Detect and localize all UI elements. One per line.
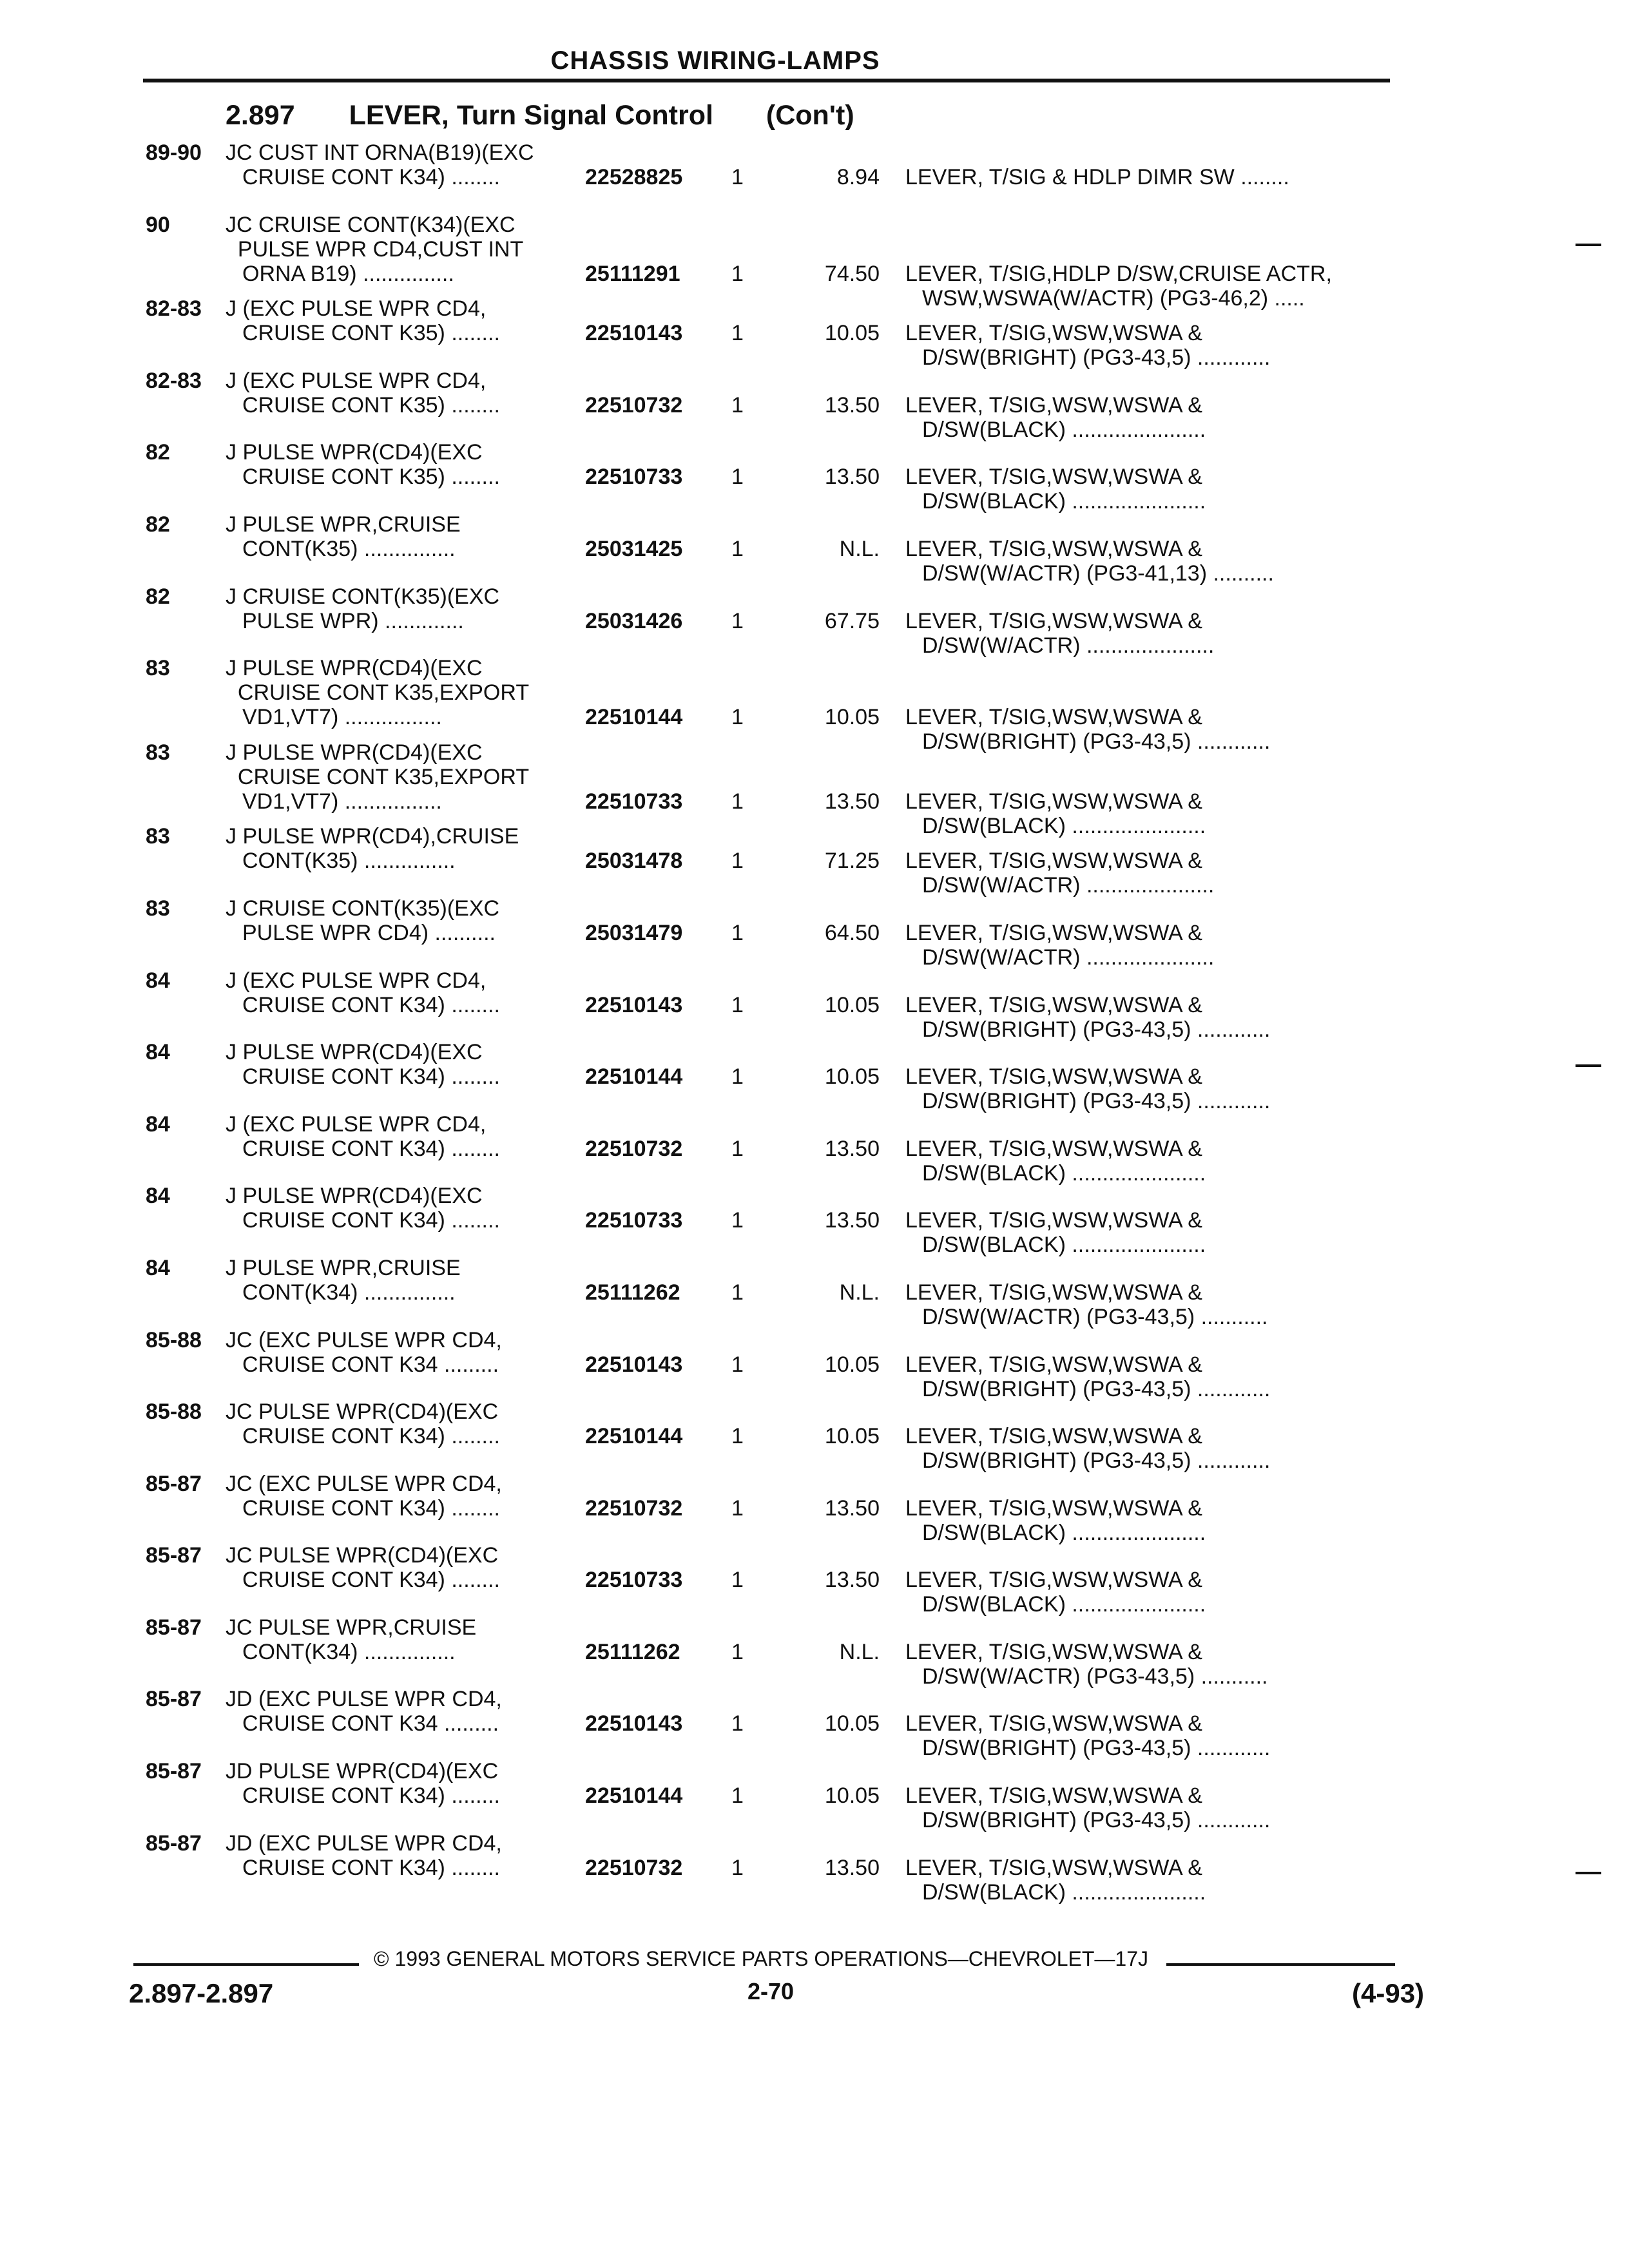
application-description <box>226 1759 586 1808</box>
quantity: 1 <box>731 1280 744 1305</box>
parts-list-entry <box>0 656 1629 754</box>
quantity: 1 <box>731 321 744 346</box>
part-number: 25031479 <box>585 920 683 945</box>
part-description <box>905 1783 1395 1832</box>
application-line: CONT(K34) ............... <box>242 1639 456 1664</box>
price: 10.05 <box>824 1711 880 1736</box>
part-description-line: D/SW(BLACK) ...................... <box>922 813 1206 838</box>
application-line: J PULSE WPR(CD4),CRUISE <box>226 824 519 849</box>
application-line: JC PULSE WPR(CD4)(EXC <box>226 1543 499 1568</box>
part-description-line: D/SW(W/ACTR) (PG3-41,13) .......... <box>922 561 1274 586</box>
margin-mark <box>1576 244 1601 246</box>
model-year: 82-83 <box>146 296 202 322</box>
part-description-line: LEVER, T/SIG,WSW,WSWA & <box>905 1352 1202 1377</box>
part-description <box>905 465 1395 514</box>
model-year: 89-90 <box>146 140 202 165</box>
model-year: 82 <box>146 512 170 537</box>
parts-list-entry <box>0 1759 1629 1831</box>
parts-list-entry <box>0 140 1629 213</box>
part-description-line: LEVER, T/SIG,WSW,WSWA & <box>905 1208 1202 1233</box>
part-description-line: D/SW(BLACK) ...................... <box>922 1160 1206 1186</box>
price: 13.50 <box>824 1855 880 1880</box>
application-line: JC (EXC PULSE WPR CD4, <box>226 1327 502 1352</box>
footer-date: (4-93) <box>1352 1978 1425 2008</box>
price: 13.50 <box>824 1568 880 1593</box>
part-number: 22510143 <box>585 992 683 1017</box>
application-line: PULSE WPR CD4) .......... <box>242 920 496 945</box>
application-description <box>226 1687 586 1736</box>
part-description-line: D/SW(BRIGHT) (PG3-43,5) ............ <box>922 1808 1271 1833</box>
price: 74.50 <box>824 261 880 286</box>
part-number: 22510144 <box>585 1064 683 1090</box>
part-description-line: D/SW(BLACK) ...................... <box>922 417 1206 442</box>
footer-page-number: 2-70 <box>747 1978 795 2004</box>
application-description <box>226 296 586 345</box>
application-description <box>226 1328 586 1377</box>
application-line: CRUISE CONT K34) ........ <box>242 1495 500 1521</box>
part-number: 22510732 <box>585 392 683 418</box>
parts-list-entry <box>0 1831 1629 1903</box>
part-description-line: LEVER, T/SIG,WSW,WSWA & <box>905 1495 1202 1521</box>
price: 10.05 <box>824 321 880 346</box>
model-year: 85-87 <box>146 1687 202 1712</box>
application-line: JD (EXC PULSE WPR CD4, <box>226 1831 502 1856</box>
quantity: 1 <box>731 608 744 633</box>
price: 10.05 <box>824 992 880 1017</box>
quantity: 1 <box>731 536 744 561</box>
price: 8.94 <box>836 165 880 189</box>
price: N.L. <box>839 1280 880 1305</box>
parts-list-entry <box>0 296 1629 369</box>
quantity: 1 <box>731 1136 744 1161</box>
parts-list-entry <box>0 1399 1629 1472</box>
application-description <box>226 740 586 814</box>
parts-list-entry <box>0 369 1629 441</box>
part-description-line: LEVER, T/SIG,WSW,WSWA & <box>905 920 1202 945</box>
part-number: 22510732 <box>585 1136 683 1161</box>
parts-list-entry <box>0 1543 1629 1615</box>
application-line: CRUISE CONT K34) ........ <box>242 1136 500 1161</box>
application-line: J PULSE WPR,CRUISE <box>226 1255 461 1280</box>
part-description-line: D/SW(BLACK) ...................... <box>922 489 1206 514</box>
section-name: LEVER, Turn Signal Control <box>349 100 713 131</box>
application-description <box>226 1040 586 1089</box>
application-line: JC PULSE WPR,CRUISE <box>226 1615 477 1640</box>
application-description <box>226 1615 586 1664</box>
part-description-line: LEVER, T/SIG,WSW,WSWA & <box>905 1855 1202 1880</box>
part-number: 25111291 <box>585 261 680 286</box>
parts-list-entry <box>0 968 1629 1041</box>
footer-copyright: © 1993 GENERAL MOTORS SERVICE PARTS OPERATIONS—CHEVROLET—17J <box>374 1947 1148 1970</box>
part-number: 25111262 <box>585 1639 680 1664</box>
parts-list-entry <box>0 584 1629 657</box>
parts-list-entry <box>0 1615 1629 1687</box>
part-description-line: D/SW(BRIGHT) (PG3-43,5) ............ <box>922 1017 1271 1042</box>
application-description <box>226 440 586 489</box>
application-line: PULSE WPR) ............. <box>242 608 464 633</box>
model-year: 85-87 <box>146 1615 202 1640</box>
title-rule <box>143 79 1390 82</box>
part-description-line: D/SW(BLACK) ...................... <box>922 1520 1206 1545</box>
part-number: 22510733 <box>585 1208 683 1233</box>
application-line: J (EXC PULSE WPR CD4, <box>226 296 487 322</box>
part-number: 22510144 <box>585 705 683 730</box>
model-year: 82 <box>146 440 170 465</box>
quantity: 1 <box>731 992 744 1017</box>
quantity: 1 <box>731 705 744 730</box>
quantity: 1 <box>731 1495 744 1521</box>
model-year: 84 <box>146 1255 170 1280</box>
part-description <box>905 1137 1395 1186</box>
application-line: JD (EXC PULSE WPR CD4, <box>226 1687 502 1712</box>
quantity: 1 <box>731 1783 744 1809</box>
part-description-line: D/SW(BRIGHT) (PG3-43,5) ............ <box>922 1448 1271 1474</box>
part-description <box>905 1064 1395 1113</box>
price: 67.75 <box>824 608 880 633</box>
price: N.L. <box>839 536 880 561</box>
part-description-line: LEVER, T/SIG & HDLP DIMR SW ........ <box>905 165 1289 189</box>
model-year: 85-87 <box>146 1831 202 1856</box>
quantity: 1 <box>731 1568 744 1593</box>
application-line: ORNA B19) ............... <box>242 261 454 286</box>
model-year: 90 <box>146 212 170 237</box>
part-number: 22510143 <box>585 321 683 346</box>
application-line: CRUISE CONT K34) ........ <box>242 1783 500 1809</box>
application-line: J PULSE WPR,CRUISE <box>226 512 461 537</box>
part-description-line: LEVER, T/SIG,WSW,WSWA & <box>905 789 1202 814</box>
part-description-line: D/SW(W/ACTR) (PG3-43,5) ........... <box>922 1664 1268 1689</box>
section-number: 2.897 <box>226 100 295 131</box>
application-description <box>226 1543 586 1592</box>
application-line: J PULSE WPR(CD4)(EXC <box>226 1040 483 1065</box>
part-description <box>905 921 1395 970</box>
model-year: 85-87 <box>146 1759 202 1784</box>
application-line: CRUISE CONT K35) ........ <box>242 465 500 490</box>
application-line: VD1,VT7) ................ <box>242 705 442 730</box>
parts-list-entry <box>0 1687 1629 1759</box>
application-description <box>226 369 586 418</box>
quantity: 1 <box>731 1352 744 1377</box>
price: 13.50 <box>824 392 880 418</box>
application-description <box>226 1112 586 1161</box>
application-line: CRUISE CONT K34) ........ <box>242 1568 500 1593</box>
application-line: J PULSE WPR(CD4)(EXC <box>226 440 483 465</box>
part-description-line: LEVER, T/SIG,WSW,WSWA & <box>905 321 1202 346</box>
part-description <box>905 849 1395 898</box>
application-description <box>226 1472 586 1521</box>
footer-rule-right <box>1166 1963 1395 1966</box>
application-description <box>226 1831 586 1880</box>
part-description-line: LEVER, T/SIG,WSW,WSWA & <box>905 1639 1202 1664</box>
part-description <box>905 537 1395 586</box>
model-year: 85-87 <box>146 1543 202 1568</box>
price: 13.50 <box>824 1136 880 1161</box>
part-description-line: D/SW(W/ACTR) ..................... <box>922 945 1215 970</box>
parts-list <box>0 140 1629 1903</box>
price: 10.05 <box>824 705 880 730</box>
parts-list-entry <box>0 1040 1629 1112</box>
application-line: VD1,VT7) ................ <box>242 789 442 814</box>
part-description <box>905 1711 1395 1760</box>
part-description <box>905 165 1395 189</box>
part-description <box>905 1568 1395 1617</box>
part-description-line: D/SW(BRIGHT) (PG3-43,5) ............ <box>922 1089 1271 1114</box>
application-line: JC PULSE WPR(CD4)(EXC <box>226 1399 499 1425</box>
part-description-line: LEVER, T/SIG,WSW,WSWA & <box>905 992 1202 1017</box>
quantity: 1 <box>731 1639 744 1664</box>
parts-list-entry <box>0 1328 1629 1400</box>
part-description-line: LEVER, T/SIG,WSW,WSWA & <box>905 1424 1202 1449</box>
part-description <box>905 1856 1395 1905</box>
part-description-line: D/SW(BRIGHT) (PG3-43,5) ............ <box>922 345 1271 370</box>
quantity: 1 <box>731 1064 744 1090</box>
part-number: 22510143 <box>585 1711 683 1736</box>
application-line: CRUISE CONT K34) ........ <box>242 1064 500 1090</box>
price: N.L. <box>839 1639 880 1664</box>
page-title: CHASSIS WIRING-LAMPS <box>550 46 880 75</box>
quantity: 1 <box>731 1208 744 1233</box>
application-line: J PULSE WPR(CD4)(EXC CRUISE CONT K35,EXPORT <box>226 656 530 706</box>
part-number: 25031426 <box>585 608 683 633</box>
model-year: 84 <box>146 1111 170 1137</box>
margin-mark <box>1576 1872 1601 1874</box>
model-year: 83 <box>146 824 170 849</box>
application-description <box>226 1184 586 1233</box>
part-description <box>905 1208 1395 1257</box>
parts-list-entry <box>0 1256 1629 1328</box>
model-year: 83 <box>146 740 170 765</box>
price: 13.50 <box>824 1208 880 1233</box>
part-description-line: D/SW(BLACK) ...................... <box>922 1233 1206 1258</box>
application-line: CONT(K35) ............... <box>242 849 456 874</box>
parts-list-entry <box>0 512 1629 584</box>
model-year: 82 <box>146 584 170 609</box>
application-line: JC CUST INT ORNA(B19)(EXC <box>226 140 534 165</box>
application-line: JD PULSE WPR(CD4)(EXC <box>226 1759 499 1784</box>
application-line: J (EXC PULSE WPR CD4, <box>226 1111 487 1137</box>
quantity: 1 <box>731 1711 744 1736</box>
quantity: 1 <box>731 165 744 189</box>
quantity: 1 <box>731 789 744 814</box>
parts-list-entry <box>0 824 1629 896</box>
application-line: CRUISE CONT K34) ........ <box>242 992 500 1017</box>
part-description <box>905 1496 1395 1545</box>
part-description-line: WSW,WSWA(W/ACTR) (PG3-46,2) ..... <box>922 285 1305 311</box>
price: 10.05 <box>824 1424 880 1449</box>
price: 10.05 <box>824 1064 880 1090</box>
application-line: CRUISE CONT K34) ........ <box>242 1208 500 1233</box>
part-description <box>905 993 1395 1042</box>
part-description-line: LEVER, T/SIG,WSW,WSWA & <box>905 1783 1202 1809</box>
part-description-line: D/SW(BLACK) ...................... <box>922 1592 1206 1617</box>
model-year: 82-83 <box>146 368 202 393</box>
application-description <box>226 512 586 561</box>
part-description-line: LEVER, T/SIG,WSW,WSWA & <box>905 849 1202 874</box>
model-year: 84 <box>146 1184 170 1209</box>
footer-section-range: 2.897-2.897 <box>129 1978 274 2008</box>
part-description-line: LEVER, T/SIG,WSW,WSWA & <box>905 705 1202 730</box>
part-description-line: D/SW(BLACK) ...................... <box>922 1879 1206 1905</box>
part-description-line: LEVER, T/SIG,WSW,WSWA & <box>905 536 1202 561</box>
quantity: 1 <box>731 920 744 945</box>
quantity: 1 <box>731 1424 744 1449</box>
part-description <box>905 321 1395 370</box>
part-description <box>905 609 1395 658</box>
part-description-line: D/SW(BRIGHT) (PG3-43,5) ............ <box>922 1736 1271 1761</box>
application-line: J PULSE WPR(CD4)(EXC <box>226 1184 483 1209</box>
price: 10.05 <box>824 1783 880 1809</box>
part-description <box>905 1280 1395 1329</box>
margin-mark <box>1576 1064 1601 1067</box>
quantity: 1 <box>731 1855 744 1880</box>
application-line: CRUISE CONT K34) ........ <box>242 165 500 189</box>
part-description-line: D/SW(W/ACTR) (PG3-43,5) ........... <box>922 1304 1268 1329</box>
quantity: 1 <box>731 465 744 490</box>
price: 71.25 <box>824 849 880 874</box>
application-description <box>226 1256 586 1305</box>
part-number: 22510733 <box>585 789 683 814</box>
model-year: 84 <box>146 1040 170 1065</box>
price: 64.50 <box>824 920 880 945</box>
part-number: 25031425 <box>585 536 683 561</box>
application-line: CONT(K34) ............... <box>242 1280 456 1305</box>
application-line: J PULSE WPR(CD4)(EXC CRUISE CONT K35,EXPORT <box>226 740 530 789</box>
section-continued: (Con't) <box>766 100 854 131</box>
part-description <box>905 1424 1395 1473</box>
part-description-line: D/SW(W/ACTR) ..................... <box>922 873 1215 898</box>
parts-list-entry <box>0 1472 1629 1544</box>
application-line: CONT(K35) ............... <box>242 536 456 561</box>
parts-list-entry <box>0 896 1629 968</box>
model-year: 85-87 <box>146 1471 202 1496</box>
part-number: 22510733 <box>585 465 683 490</box>
application-description <box>226 140 586 189</box>
application-line: JC CRUISE CONT(K34)(EXC PULSE WPR CD4,CUST INT <box>226 212 524 262</box>
price: 10.05 <box>824 1352 880 1377</box>
application-line: JC (EXC PULSE WPR CD4, <box>226 1471 502 1496</box>
application-description <box>226 213 586 286</box>
quantity: 1 <box>731 849 744 874</box>
model-year: 84 <box>146 968 170 993</box>
model-year: 85-88 <box>146 1327 202 1352</box>
application-line: J (EXC PULSE WPR CD4, <box>226 968 487 993</box>
part-description-line: LEVER, T/SIG,WSW,WSWA & <box>905 1064 1202 1090</box>
quantity: 1 <box>731 261 744 286</box>
application-description <box>226 896 586 945</box>
part-description-line: LEVER, T/SIG,WSW,WSWA & <box>905 1136 1202 1161</box>
application-description <box>226 656 586 729</box>
section-header <box>226 100 854 131</box>
part-description-line: D/SW(BRIGHT) (PG3-43,5) ............ <box>922 729 1271 754</box>
part-number: 22510144 <box>585 1783 683 1809</box>
part-number: 25031478 <box>585 849 683 874</box>
application-line: CRUISE CONT K34) ........ <box>242 1424 500 1449</box>
part-description-line: D/SW(W/ACTR) ..................... <box>922 633 1215 658</box>
footer-rule-left <box>133 1963 359 1966</box>
application-description <box>226 968 586 1017</box>
application-line: CRUISE CONT K35) ........ <box>242 392 500 418</box>
part-description <box>905 393 1395 442</box>
part-number: 22510732 <box>585 1495 683 1521</box>
quantity: 1 <box>731 392 744 418</box>
part-description <box>905 1352 1395 1401</box>
part-number: 22528825 <box>585 165 683 189</box>
price: 13.50 <box>824 789 880 814</box>
application-description <box>226 824 586 873</box>
part-description-line: LEVER, T/SIG,WSW,WSWA & <box>905 465 1202 490</box>
model-year: 83 <box>146 656 170 681</box>
part-description-line: LEVER, T/SIG,WSW,WSWA & <box>905 1711 1202 1736</box>
part-description-line: LEVER, T/SIG,HDLP D/SW,CRUISE ACTR, <box>905 261 1332 286</box>
parts-list-entry <box>0 440 1629 512</box>
part-number: 22510143 <box>585 1352 683 1377</box>
price: 13.50 <box>824 1495 880 1521</box>
application-line: J CRUISE CONT(K35)(EXC <box>226 584 500 609</box>
parts-list-entry <box>0 1112 1629 1184</box>
application-line: CRUISE CONT K35) ........ <box>242 321 500 346</box>
application-description <box>226 584 586 633</box>
part-number: 22510144 <box>585 1424 683 1449</box>
part-description <box>905 1640 1395 1689</box>
part-number: 22510733 <box>585 1568 683 1593</box>
part-number: 22510732 <box>585 1855 683 1880</box>
price: 13.50 <box>824 465 880 490</box>
model-year: 83 <box>146 896 170 921</box>
application-line: CRUISE CONT K34 ......... <box>242 1711 499 1736</box>
part-number: 25111262 <box>585 1280 680 1305</box>
part-description-line: LEVER, T/SIG,WSW,WSWA & <box>905 608 1202 633</box>
part-description-line: D/SW(BRIGHT) (PG3-43,5) ............ <box>922 1376 1271 1401</box>
application-description <box>226 1399 586 1448</box>
application-line: J CRUISE CONT(K35)(EXC <box>226 896 500 921</box>
part-description-line: LEVER, T/SIG,WSW,WSWA & <box>905 1568 1202 1593</box>
application-line: CRUISE CONT K34) ........ <box>242 1855 500 1880</box>
model-year: 85-88 <box>146 1399 202 1425</box>
parts-list-entry <box>0 1184 1629 1256</box>
part-description-line: LEVER, T/SIG,WSW,WSWA & <box>905 1280 1202 1305</box>
part-description-line: LEVER, T/SIG,WSW,WSWA & <box>905 392 1202 418</box>
application-line: CRUISE CONT K34 ......... <box>242 1352 499 1377</box>
application-line: J (EXC PULSE WPR CD4, <box>226 368 487 393</box>
